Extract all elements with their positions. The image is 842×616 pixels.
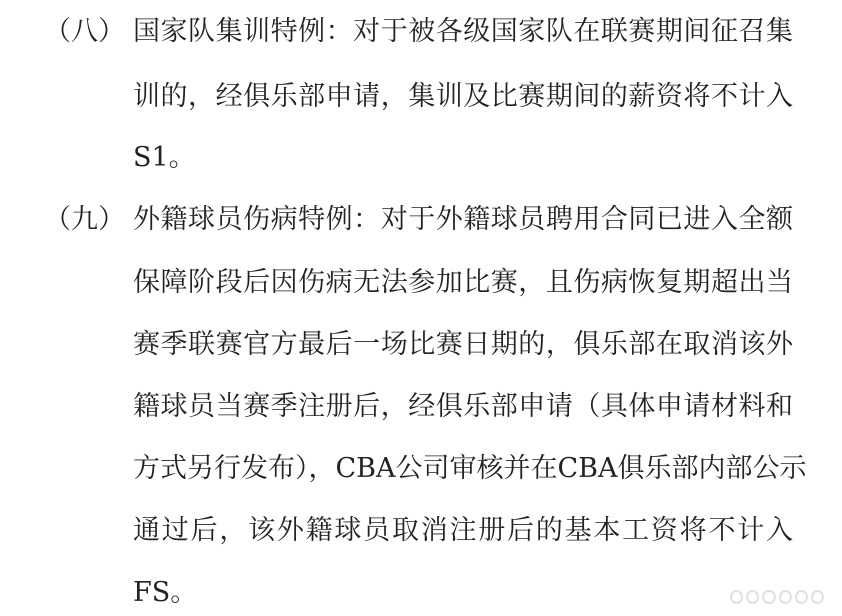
clause-8-line-2: 训的，经俱乐部申请，集训及比赛期间的薪资将不计入 xyxy=(133,81,793,112)
watermark-dot xyxy=(779,590,792,604)
clause-9-line-6: 通过后，该外籍球员取消注册后的基本工资将不计入 xyxy=(133,515,793,546)
clause-9-line-3: 赛季联赛官方最后一场比赛日期的，俱乐部在取消该外 xyxy=(133,329,793,360)
watermark-dot xyxy=(746,590,759,604)
watermark-dot xyxy=(730,590,743,604)
clause-9-line-2: 保障阶段后因伤病无法参加比赛，且伤病恢复期超出当 xyxy=(133,267,793,298)
watermark-dot xyxy=(795,590,808,604)
clause-9-line-7: FS。 xyxy=(133,577,198,608)
watermark-dot xyxy=(811,590,824,604)
clause-9-marker: （九） xyxy=(44,204,125,235)
clause-9-line-1: 外籍球员伤病特例：对于外籍球员聘用合同已进入全额 xyxy=(133,204,793,235)
watermark-dot xyxy=(762,590,775,604)
clause-8-marker: （八） xyxy=(44,16,125,47)
clause-9-line-5: 方式另行发布），CBA公司审核并在CBA俱乐部内部公示 xyxy=(133,453,807,484)
watermark-dots xyxy=(730,588,824,606)
clause-8-line-3: S1。 xyxy=(133,142,196,173)
clause-8-line-1: 国家队集训特例：对于被各级国家队在联赛期间征召集 xyxy=(133,16,793,47)
clause-9-line-4: 籍球员当赛季注册后，经俱乐部申请（具体申请材料和 xyxy=(133,391,793,422)
